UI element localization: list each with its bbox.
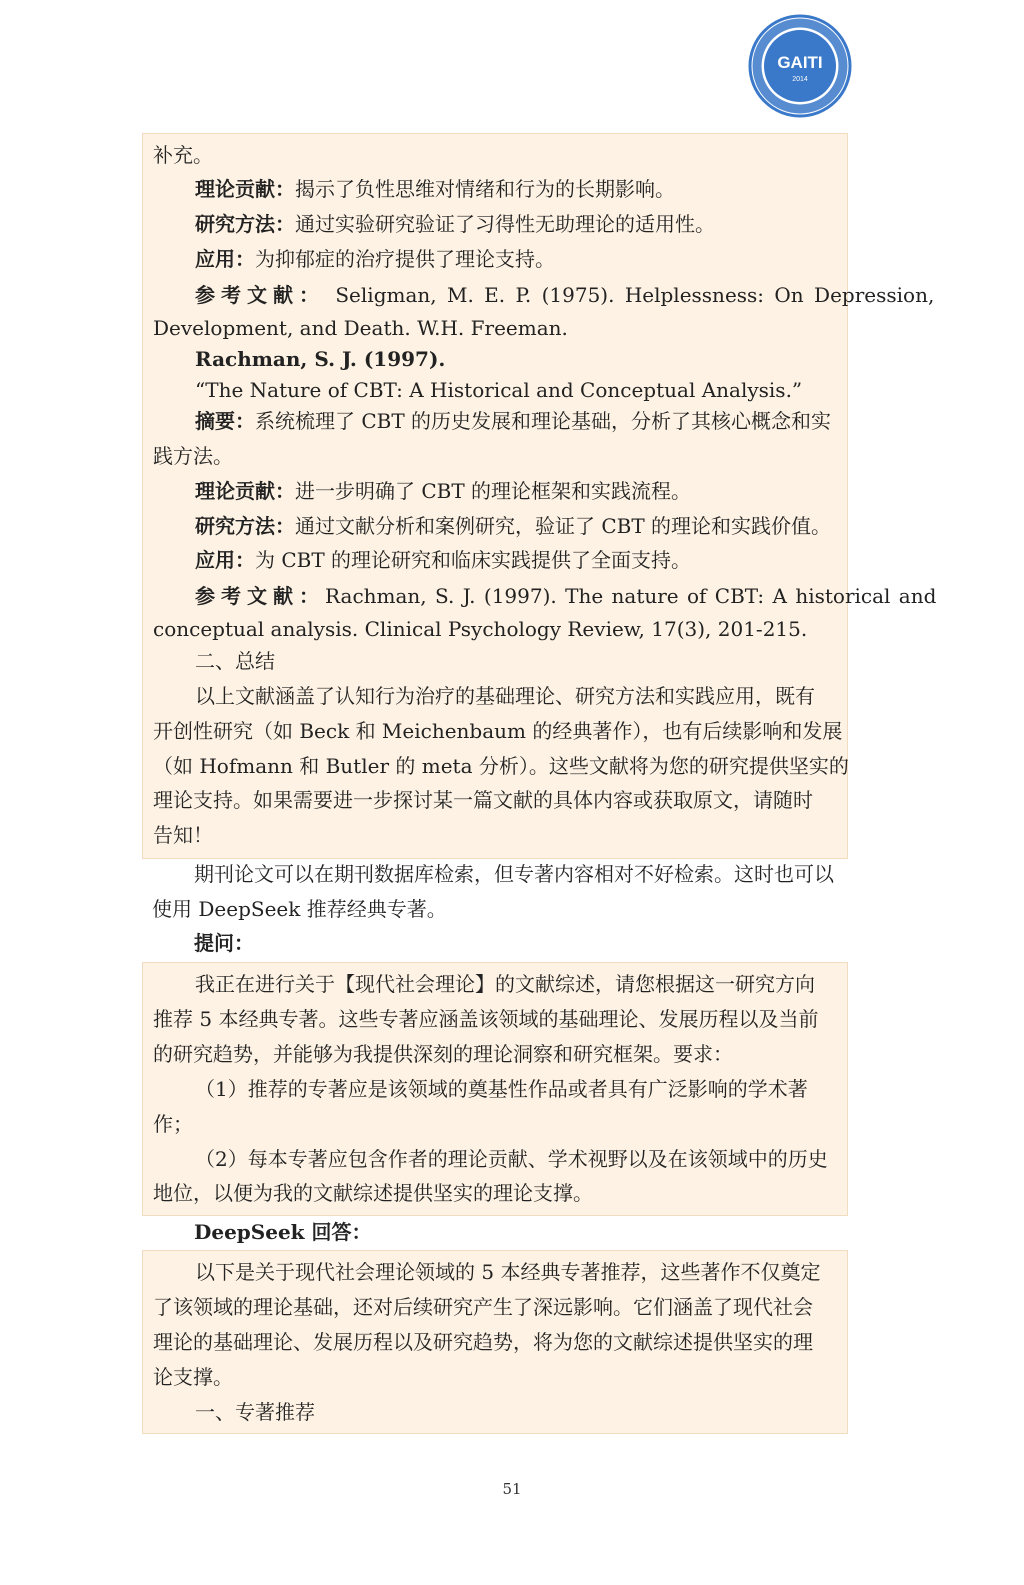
box1-line-5: 参考文献： Seligman, M. E. P. (1975). Helplessness: On Depression, xyxy=(195,283,935,307)
box1-line-12: 研究方法：通过文献分析和案例研究，验证了 CBT 的理论和实践价值。 xyxy=(195,514,832,538)
prompt-line-6: （2）每本专著应包含作者的理论贡献、学术视野以及在该领域中的历史 xyxy=(195,1147,828,1171)
box1-line-8: “The Nature of CBT: A Historical and Conceptual Analysis.” xyxy=(195,378,803,402)
box1-line-21: 告知！ xyxy=(153,823,213,847)
answer-line-4: 论支撑。 xyxy=(153,1365,233,1389)
box1-line-19: （如 Hofmann 和 Butler 的 meta 分析）。这些文献将为您的研究提供坚实的 xyxy=(153,754,849,778)
page-number: 51 xyxy=(502,1480,522,1498)
box1-line-1: 补充。 xyxy=(153,143,213,167)
box1-line-7: Rachman, S. J. (1997). xyxy=(195,347,446,371)
box1-line-3: 研究方法：通过实验研究验证了习得性无助理论的适用性。 xyxy=(195,212,715,236)
logo-text: GAITI xyxy=(777,53,823,72)
box1-line-16: 二、总结 xyxy=(195,649,275,673)
box1-line-18: 开创性研究（如 Beck 和 Meichenbaum 的经典著作），也有后续影响和发展 xyxy=(153,719,843,743)
box1-line-2: 理论贡献：揭示了负性思维对情绪和行为的长期影响。 xyxy=(195,177,675,201)
answer-line-2: 了该领域的理论基础，还对后续研究产生了深远影响。它们涵盖了现代社会 xyxy=(153,1295,813,1319)
answer-box xyxy=(142,1250,848,1434)
box1-line-11: 理论贡献：进一步明确了 CBT 的理论框架和实践流程。 xyxy=(195,479,692,503)
answer-line-5: 一、专著推荐 xyxy=(195,1400,315,1424)
gaiti-logo xyxy=(748,14,852,118)
answer-label: DeepSeek 回答： xyxy=(194,1220,372,1244)
box1-line-9: 摘要：系统梳理了 CBT 的历史发展和理论基础，分析了其核心概念和实 xyxy=(195,409,832,433)
answer-line-3: 理论的基础理论、发展历程以及研究趋势，将为您的文献综述提供坚实的理 xyxy=(153,1330,813,1354)
box1-line-14: 参考文献：Rachman, S. J. (1997). The nature of CBT: A historical and xyxy=(195,584,937,608)
box1-line-10: 践方法。 xyxy=(153,444,233,468)
prompt-line-5: 作； xyxy=(153,1112,193,1136)
prompt-line-7: 地位，以便为我的文献综述提供坚实的理论支撑。 xyxy=(153,1181,593,1205)
logo-year: 2014 xyxy=(792,76,808,83)
box1-line-6: Development, and Death. W.H. Freeman. xyxy=(153,316,568,340)
box1-line-13: 应用：为 CBT 的理论研究和临床实践提供了全面支持。 xyxy=(195,548,692,572)
box1-line-15: conceptual analysis. Clinical Psychology Review, 17(3), 201-215. xyxy=(153,617,808,641)
body-text-line-2: 使用 DeepSeek 推荐经典专著。 xyxy=(152,897,447,921)
prompt-box xyxy=(142,962,848,1216)
body-text-line-1: 期刊论文可以在期刊数据库检索，但专著内容相对不好检索。这时也可以 xyxy=(194,862,834,886)
question-label: 提问： xyxy=(194,931,254,955)
prompt-line-4: （1）推荐的专著应是该领域的奠基性作品或者具有广泛影响的学术著 xyxy=(195,1077,808,1101)
answer-line-1: 以下是关于现代社会理论领域的 5 本经典专著推荐，这些著作不仅奠定 xyxy=(195,1260,821,1284)
response-box-1 xyxy=(142,133,937,859)
box1-line-4: 应用：为抑郁症的治疗提供了理论支持。 xyxy=(195,247,555,271)
prompt-line-3: 的研究趋势，并能够为我提供深刻的理论洞察和研究框架。要求： xyxy=(153,1042,733,1066)
prompt-line-1: 我正在进行关于【现代社会理论】的文献综述，请您根据这一研究方向 xyxy=(195,972,815,996)
box1-line-17: 以上文献涵盖了认知行为治疗的基础理论、研究方法和实践应用，既有 xyxy=(195,684,815,708)
box1-line-20: 理论支持。如果需要进一步探讨某一篇文献的具体内容或获取原文，请随时 xyxy=(153,788,813,812)
prompt-line-2: 推荐 5 本经典专著。这些专著应涵盖该领域的基础理论、发展历程以及当前 xyxy=(153,1007,819,1031)
